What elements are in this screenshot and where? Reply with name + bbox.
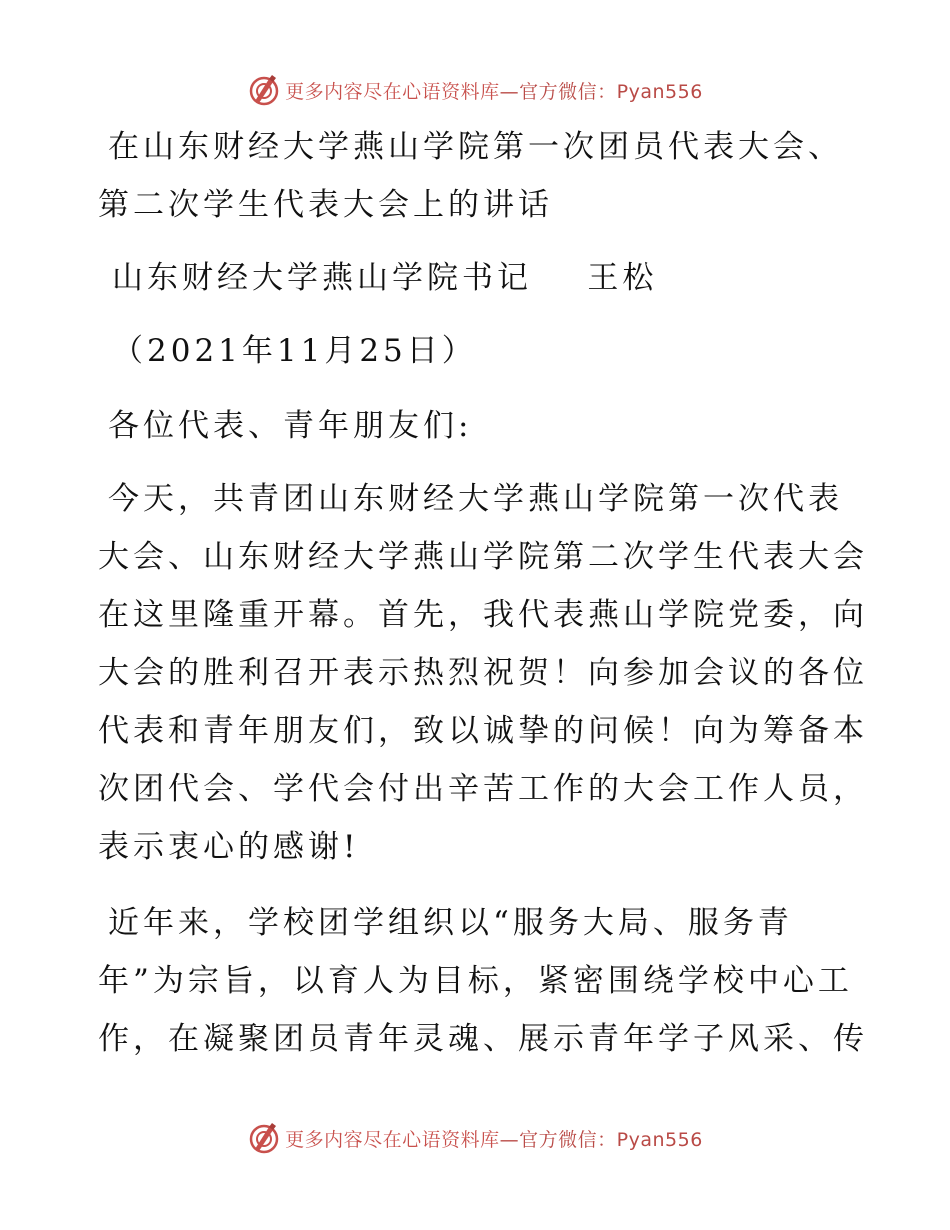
watermark-text [285,77,703,104]
body-paragraph-2 [98,894,868,1068]
paragraph-line: 作，在凝聚团员青年灵魂、展示青年学子风采、传 [98,1021,868,1057]
watermark-text [285,1125,703,1152]
paragraph-line: 大会的胜利召开表示热烈祝贺！向参加会议的各位 [98,655,868,691]
paragraph-line: 表示衷心的感谢! [98,829,360,865]
document-author: 山东财经大学燕山学院书记 王松 [112,260,658,296]
pen-logo-icon [247,1121,281,1155]
footer-watermark [0,1118,950,1158]
paragraph-line: 今天，共青团山东财经大学燕山学院第一次代表 [108,481,843,517]
body-paragraph-1 [98,470,868,876]
paragraph-line: 大会、山东财经大学燕山学院第二次学生代表大会 [98,539,868,575]
header-watermark [0,70,950,110]
document-title-line-2: 第二次学生代表大会上的讲话 [98,187,553,223]
paragraph-line: 近年来，学校团学组织以“服务大局、服务青 [108,905,793,941]
document-title-line-1: 在山东财经大学燕山学院第一次团员代表大会、 [108,129,843,165]
paragraph-line: 年”为宗旨，以育人为目标，紧密围绕学校中心工 [98,963,853,999]
pen-logo-icon [247,73,281,107]
paragraph-line: 次团代会、学代会付出辛苦工作的大会工作人员， [98,771,868,807]
watermark-main: 更多内容尽在心语资料库 [285,1128,500,1151]
document-date: （2021年11月25日） [112,333,477,369]
document-salutation: 各位代表、青年朋友们: [108,408,473,444]
watermark-sub: —官方微信：Pyan556 [499,80,703,103]
paragraph-line: 代表和青年朋友们，致以诚挚的问候！向为筹备本 [98,713,868,749]
paragraph-line: 在这里隆重开幕。首先，我代表燕山学院党委，向 [98,597,868,633]
watermark-main: 更多内容尽在心语资料库 [285,80,500,103]
watermark-sub: —官方微信：Pyan556 [499,1128,703,1151]
